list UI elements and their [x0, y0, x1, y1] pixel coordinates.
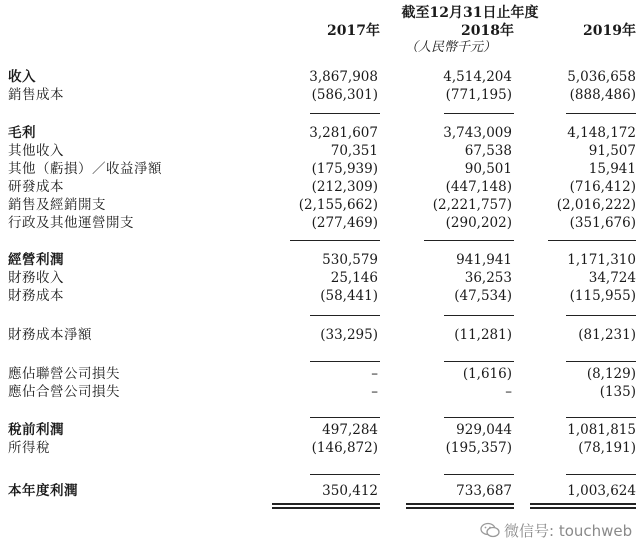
subtotal-rule [566, 474, 636, 475]
value-cell: 1,171,310 [567, 252, 636, 268]
subtotal-rule [444, 474, 514, 475]
subtotal-rule [444, 315, 514, 316]
value-cell: (290,202) [445, 215, 512, 231]
value-cell: (2,016,222) [556, 197, 636, 213]
value-cell: (78,191) [578, 440, 636, 456]
value-cell: 25,146 [330, 270, 378, 286]
total-double-rule [406, 507, 514, 509]
value-cell: 34,724 [588, 270, 636, 286]
row-label: 其他收入 [8, 143, 64, 159]
total-double-rule [530, 507, 636, 509]
value-cell: (277,469) [311, 215, 378, 231]
row-label: 財務成本淨額 [8, 327, 92, 343]
value-cell: 3,867,908 [309, 69, 378, 85]
value-cell: (716,412) [569, 179, 636, 195]
value-cell: 929,044 [456, 422, 512, 438]
unit-label: （人民幣千元） [405, 40, 497, 55]
table-row [0, 269, 640, 287]
table-row [0, 365, 640, 383]
subtotal-rule [444, 417, 514, 418]
subtotal-rule [310, 113, 380, 114]
table-row [0, 421, 640, 439]
table-row [0, 142, 640, 160]
year-2018-header: 2018年 [461, 23, 514, 39]
value-cell: (212,309) [311, 179, 378, 195]
value-cell: 733,687 [456, 483, 512, 499]
subtotal-rule [566, 361, 636, 362]
row-label: 行政及其他運營開支 [8, 215, 134, 231]
wechat-icon [480, 522, 500, 538]
value-cell: (8,129) [586, 366, 636, 382]
year-2017-header: 2017年 [327, 23, 380, 39]
row-label: 應佔聯營公司損失 [8, 366, 120, 382]
value-cell: (351,676) [569, 215, 636, 231]
value-cell: 3,743,009 [443, 125, 512, 141]
value-cell: (2,155,662) [298, 197, 378, 213]
table-row [0, 160, 640, 178]
value-cell: 941,941 [456, 252, 512, 268]
value-cell: (195,357) [445, 440, 512, 456]
total-double-rule [272, 503, 380, 505]
row-label: 應佔合營公司損失 [8, 384, 120, 400]
watermark-text: 微信号: touchweb [504, 522, 633, 540]
row-label: 所得稅 [8, 440, 50, 456]
total-double-rule [530, 503, 636, 505]
total-double-rule [406, 503, 514, 505]
value-cell: (2,221,757) [432, 197, 512, 213]
watermark [480, 520, 632, 541]
row-label: 稅前利潤 [8, 422, 64, 438]
value-cell: 1,003,624 [567, 483, 636, 499]
value-cell: (146,872) [311, 440, 378, 456]
value-cell: 3,281,607 [309, 125, 378, 141]
table-row [0, 287, 640, 305]
value-cell: 4,514,204 [443, 69, 512, 85]
row-label: 本年度利潤 [8, 483, 78, 499]
row-label: 毛利 [8, 125, 36, 141]
table-row [0, 439, 640, 457]
value-cell: (33,295) [320, 327, 378, 343]
table-row [0, 86, 640, 104]
value-cell: (447,148) [445, 179, 512, 195]
row-label: 財務收入 [8, 270, 64, 286]
value-cell: (586,301) [311, 87, 378, 103]
year-2019-header: 2019年 [583, 23, 636, 39]
subtotal-rule [310, 315, 380, 316]
total-double-rule [272, 507, 380, 509]
value-cell: 497,284 [322, 422, 378, 438]
value-cell: (888,486) [569, 87, 636, 103]
row-label: 財務成本 [8, 288, 64, 304]
value-cell: (58,441) [320, 288, 378, 304]
value-cell: (11,281) [454, 327, 512, 343]
value-cell: 5,036,658 [567, 69, 636, 85]
value-cell: (135) [599, 384, 636, 400]
subtotal-rule [566, 417, 636, 418]
value-cell: 530,579 [322, 252, 378, 268]
row-label: 其他（虧損）／收益淨額 [8, 161, 162, 177]
subtotal-rule [444, 113, 514, 114]
value-cell: (115,955) [569, 288, 636, 304]
value-cell: 350,412 [322, 483, 378, 499]
row-label: 經營利潤 [8, 252, 64, 268]
table-row [0, 383, 640, 401]
value-cell: 4,148,172 [567, 125, 636, 141]
row-label: 收入 [8, 69, 36, 85]
subtotal-rule [566, 113, 636, 114]
subtotal-rule [290, 240, 380, 241]
value-cell: – [371, 384, 378, 400]
table-row [0, 68, 640, 86]
value-cell: 70,351 [330, 143, 378, 159]
table-row [0, 326, 640, 344]
value-cell: (81,231) [578, 327, 636, 343]
value-cell: – [505, 384, 512, 400]
table-row [0, 124, 640, 142]
value-cell: 15,941 [588, 161, 636, 177]
table-row [0, 178, 640, 196]
subtotal-rule [548, 240, 636, 241]
value-cell: – [371, 366, 378, 382]
value-cell: (47,534) [454, 288, 512, 304]
table-row [0, 196, 640, 214]
subtotal-rule [310, 361, 380, 362]
value-cell: 36,253 [464, 270, 512, 286]
row-label: 研發成本 [8, 179, 64, 195]
subtotal-rule [424, 240, 514, 241]
value-cell: (1,616) [462, 366, 512, 382]
row-label: 銷售及經銷開支 [8, 197, 106, 213]
row-label: 銷售成本 [8, 87, 64, 103]
value-cell: 1,081,815 [567, 422, 636, 438]
value-cell: (771,195) [445, 87, 512, 103]
value-cell: (175,939) [311, 161, 378, 177]
table-row [0, 482, 640, 500]
value-cell: 90,501 [464, 161, 512, 177]
table-row [0, 251, 640, 269]
table-row [0, 214, 640, 232]
value-cell: 67,538 [464, 143, 512, 159]
subtotal-rule [310, 417, 380, 418]
subtotal-rule [566, 315, 636, 316]
subtotal-rule [444, 361, 514, 362]
subtotal-rule [310, 474, 380, 475]
value-cell: 91,507 [588, 143, 636, 159]
period-header: 截至12月31日止年度 [401, 5, 539, 21]
